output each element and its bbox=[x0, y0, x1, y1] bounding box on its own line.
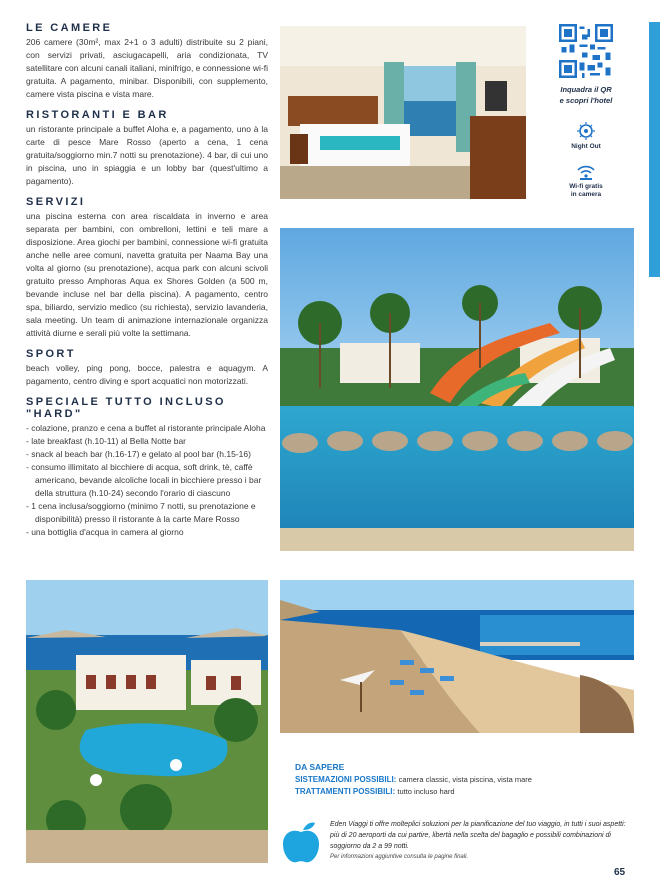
eden-text: Eden Viaggi ti offre molteplici soluzioni per la pianificazione del tuo viaggio, in tutti i suoi aspetti: più di 20 aeroporti da cui partire, libertà nella scelta del bagaglio e possibili combinazioni di soggiorno da 2 a 99 notti. bbox=[330, 821, 626, 850]
info-value: camera classic, vista piscina, vista mare bbox=[398, 775, 532, 784]
qr-caption: Inquadra il QR bbox=[560, 85, 612, 94]
night-out-feature bbox=[555, 121, 617, 151]
section-ristoranti bbox=[26, 109, 268, 188]
night-out-label: Night Out bbox=[571, 143, 601, 150]
section-servizi bbox=[26, 196, 268, 340]
eden-info bbox=[330, 819, 634, 863]
photo-bedroom bbox=[280, 26, 526, 199]
section-title: RISTORANTI E BAR bbox=[26, 109, 169, 121]
section-title: LE CAMERE bbox=[26, 22, 113, 34]
list-item: - snack al beach bar (h.16-17) e gelato al pool bar (h.15-16) bbox=[26, 448, 268, 461]
qr-caption: e scopri l'hotel bbox=[559, 96, 613, 105]
info-box bbox=[295, 762, 625, 799]
wifi-label: Wi-fi gratis bbox=[569, 183, 603, 190]
section-title: SPECIALE TUTTO INCLUSO "HARD" bbox=[26, 396, 226, 420]
wifi-icon bbox=[576, 163, 596, 181]
section-title: SERVIZI bbox=[26, 196, 86, 208]
inclusion-list bbox=[26, 422, 268, 539]
page-number: 65 bbox=[614, 867, 626, 878]
section-body: beach volley, ping pong, bocce, palestra e aquagym. A pagamento, centro diving e sport acquatici non motorizzati. bbox=[26, 363, 268, 386]
photo-aquapark bbox=[280, 228, 634, 551]
list-item: - colazione, pranzo e cena a buffet al ristorante principale Aloha bbox=[26, 422, 268, 435]
list-item: - late breakfast (h.10-11) al Bella Notte bar bbox=[26, 435, 268, 448]
qr-code[interactable] bbox=[559, 24, 613, 78]
photo-resort bbox=[26, 580, 268, 863]
eden-apple-logo bbox=[281, 820, 321, 864]
section-title: SPORT bbox=[26, 348, 76, 360]
sidebar-qr bbox=[555, 24, 617, 106]
section-speciale bbox=[26, 396, 268, 539]
list-item: - 1 cena inclusa/soggiorno (minimo 7 notti, su prenotazione e disponibilità) presso il ristorante à la carte Mare Rosso bbox=[26, 500, 268, 526]
wifi-label: in camera bbox=[570, 191, 602, 198]
accent-bar bbox=[649, 22, 660, 277]
section-body: un ristorante principale a buffet Aloha e, a pagamento, uno à la carte di pesce Mare Rosso (aperto a cena, 1 cena gratuita/soggiorno min.7 notti su prenotazione). 4 bar, di cui uno in piscina, uno in spiaggia e un lobby bar (quest'ultimo a pagamento). bbox=[26, 124, 268, 186]
list-item: - consumo illimitato al bicchiere di acqua, soft drink, tè, caffè americano, bevande alcoliche locali in bicchiere presso i bar della struttura (h.10-24) secondo l'orario di ciascuno bbox=[26, 461, 268, 500]
night-out-icon bbox=[576, 121, 596, 141]
photo-beach bbox=[280, 580, 634, 733]
section-sport bbox=[26, 348, 268, 388]
info-title: DA SAPERE bbox=[295, 762, 345, 772]
section-body: una piscina esterna con area riscaldata in inverno e area separata per bambini, con ombrelloni, lettini e teli mare a disposizione. Area giochi per bambini, connessione wi-fi gratuita anche nelle aree comuni, navetta gratuita per Naama Bay una volta al giorno (su prenotazione), acqua park con alcuni scivoli gratuito presso Amphoras Aqua ex Shores Golden (a 500 m, bevande incluse nel bar della piscina). A pagamento, centro spa, biliardo, servizio medico (su richiesta), servizio lavanderia, sala meeting. Un team di animazione internazionale organizza attività diurne e serali più volte la settimana. bbox=[26, 211, 268, 338]
eden-note: Per informazioni aggiuntive consulta le pagine finali. bbox=[330, 854, 469, 860]
info-key: TRATTAMENTI POSSIBILI: bbox=[295, 787, 396, 796]
list-item: - una bottiglia d'acqua in camera al giorno bbox=[26, 526, 268, 539]
text-column bbox=[26, 22, 268, 539]
wifi-feature bbox=[555, 163, 617, 199]
section-camere bbox=[26, 22, 268, 101]
section-body: 206 camere (30m², max 2+1 o 3 adulti) distribuite su 2 piani, con servizi privati, asciugacapelli, aria condizionata, TV satellitare con alcuni canali italiani, minifrigo, e connessione wi-fi gratuita. A pagamento, minibar. Disponibili, con supplemento, camere vista piscina e vista mare. bbox=[26, 37, 268, 99]
info-key: SISTEMAZIONI POSSIBILI: bbox=[295, 775, 397, 784]
info-value: tutto incluso hard bbox=[397, 787, 455, 796]
